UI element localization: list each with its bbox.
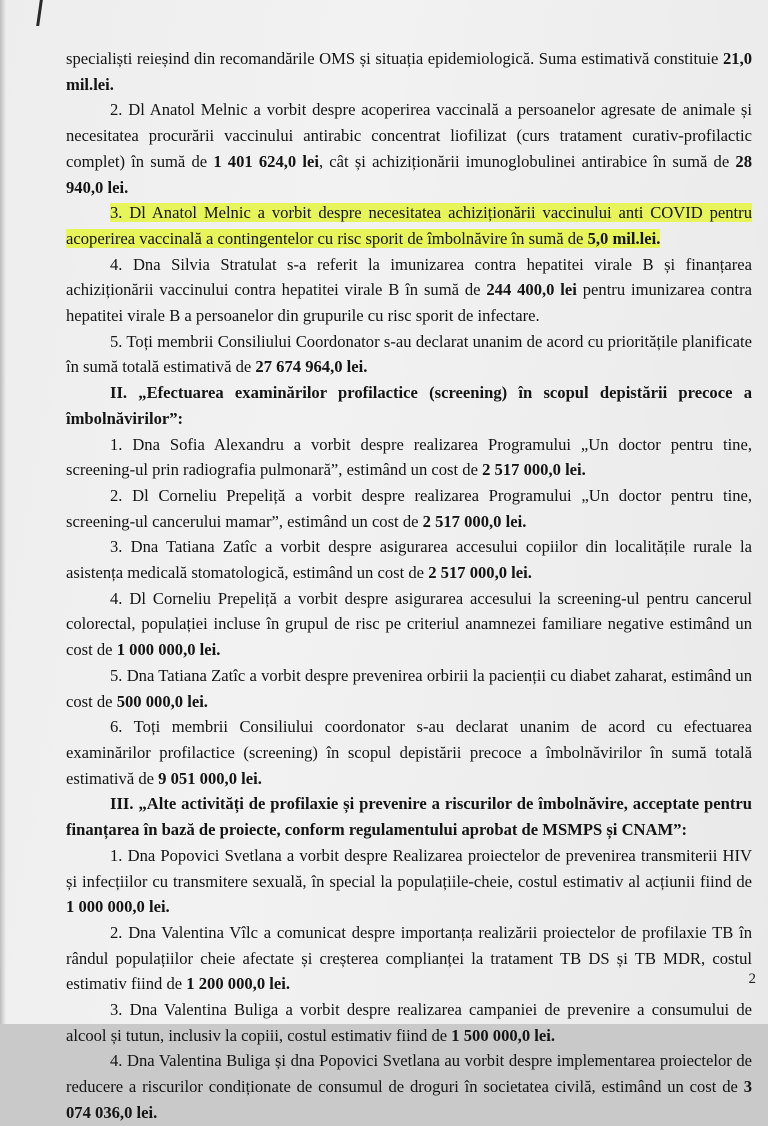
paragraph-s3-item-3 [66,997,752,1048]
paragraph-s2-item-5 [66,663,752,714]
paragraph-text: 1. Dna Popovici Svetlana a vorbit despre Realizarea proiectelor de prevenirea transmiterii HIV și infecțiilor cu transmitere sexuală, în special la populațiile-cheie, costul estimativ al acțiunii fiind de [66,845,752,891]
amount: 1 000 000,0 lei. [66,897,170,917]
paragraph-item-5 [66,329,752,380]
amount: 1 000 000,0 lei. [116,640,221,660]
section-title-iii: III. „Alte activități de profilaxie și prevenire a riscurilor de îmbolnăvire, acceptate pentru finanțarea în bază de proiecte, conform regulamentului aprobat de MSMPS și CNAM”: [66,794,752,840]
amount: 28 940,0 lei. [66,151,752,197]
paragraph-item-3-highlighted [66,200,752,251]
paragraph-text: 1. Dna Sofia Alexandru a vorbit despre realizarea Programului „Un doctor pentru tine, screening-ul prin radiografia pulmonară”, estimând un cost de [66,434,752,480]
paragraph-text: specialiști reieșind din recomandările OMS și situația epidemiologică. Suma estimativă constituie [66,49,719,68]
paragraph-s2-item-2 [66,483,752,534]
paragraph-text: 2. Dl Anatol Melnic a vorbit despre acoperirea vaccinală a persoanelor agresate de animale și necesitatea procurării vaccinului antirabic concentrat liofilizat (curs tratament curativ-profilactic complet) în sumă de [66,100,752,171]
amount: 244 400,0 lei [486,280,577,300]
paragraph-s3-item-4 [66,1048,752,1125]
page-number: 2 [748,971,756,987]
paragraph-text: pentru imunizarea contra hepatitei virale B a persoanelor din grupurile cu risc sporit de infectare. [66,280,752,326]
amount: 3 074 036,0 lei. [66,1077,752,1122]
paragraph-text: 2. Dl Corneliu Prepeliță a vorbit despre realizarea Programului „Un doctor pentru tine, screening-ul cancerului mamar”, estimând un cost de [66,485,752,531]
paragraph-text: 5. Dna Tatiana Zatîc a vorbit despre prevenirea orbirii la pacienții cu diabet zaharat, estimând un cost de [66,665,752,711]
paragraph-item-2 [66,97,752,200]
paragraph-text: 4. Dna Valentina Buliga și dna Popovici Svetlana au vorbit despre implementarea proiectelor de reducere a riscurilor condiționate de consumul de droguri în societatea civilă, estimând un cost de [66,1051,752,1097]
paragraph-text: 6. Toți membrii Consiliului coordonator s-au declarat unanim de acord cu efectuarea examinărilor profilactice (screening) în scopul depistării precoce a îmbolnăvirilor în sumă totală estimativă de [66,717,752,788]
highlighted-text [66,203,752,248]
paragraph-text: 5. Toți membrii Consiliului Coordonator s-au declarat unanim de acord cu prioritățile planificate în sumă totală estimativă de [66,331,752,377]
paragraph-text: 3. Dna Valentina Buliga a vorbit despre realizarea campaniei de prevenire a consumului de alcool și tutun, inclusiv la copiii, costul estimativ fiind de [66,1000,752,1045]
amount: 21,0 mil.lei. [66,49,753,94]
paragraph-text: 3. Dl Anatol Melnic a vorbit despre necesitatea achiziționării vaccinului anti COVID pentru acoperirea vaccinală a contingentelor cu risc sporit de îmbolnăvire în sumă de [66,203,752,248]
amount: 2 517 000,0 lei. [428,563,532,583]
paragraph-s3-item-2 [66,920,752,997]
amount: 27 674 964,0 lei. [255,357,368,377]
paragraph-s2-item-1 [66,432,752,483]
page-shadow-edge [0,0,6,1024]
section-title-ii: II. „Efectuarea examinărilor profilactice (screening) în scopul depistării precoce a îmbolnăvirilor”: [66,383,752,428]
paragraph-s3-item-1 [66,843,752,920]
paragraph-item-4 [66,252,752,329]
amount: 1 401 624,0 lei [213,151,319,171]
amount: 1 500 000,0 lei. [451,1025,555,1045]
paragraph-text: 3. Dna Tatiana Zatîc a vorbit despre asigurarea accesului copiilor din localitățile rurale la asistența medicală stomatologică, estimând un cost de [66,537,752,583]
amount: 9 051 000,0 lei. [158,768,262,788]
paragraph-text: 4. Dl Corneliu Prepeliță a vorbit despre asigurarea accesului la screening-ul pentru cancerul colorectal, populației incluse în grupul de risc pe criteriul anamnezei familiare negative estimând un cost de [66,588,752,660]
paragraph-text: 4. Dna Silvia Stratulat s-a referit la imunizarea contra hepatitei virale B și finanțarea achiziționării vaccinului contra hepatitei virale B în sumă de [66,254,752,300]
paragraph-s2-item-6 [66,714,752,791]
document-body [66,46,752,1126]
amount: 500 000,0 lei. [116,691,208,711]
paragraph-text: 2. Dna Valentina Vîlc a comunicat despre importanța realizării proiectelor de profilaxie TB în rândul populațiilor cheie afectate și creșterea complianței la tratament TB DS și TB MDR, costul estimativ fiind de [66,922,752,994]
paragraph-s2-item-4 [66,586,752,663]
amount: 2 517 000,0 lei. [482,460,586,480]
amount: 1 200 000,0 lei. [186,974,290,994]
paragraph-oms [66,46,752,97]
amount: 2 517 000,0 lei. [422,511,527,531]
paragraph-text: , cât și achiziționării imunoglobulinei antirabice în sumă de [318,151,730,171]
amount: 5,0 mil.lei. [587,228,661,248]
paragraph-s2-item-3 [66,534,752,585]
pen-mark [36,0,43,26]
